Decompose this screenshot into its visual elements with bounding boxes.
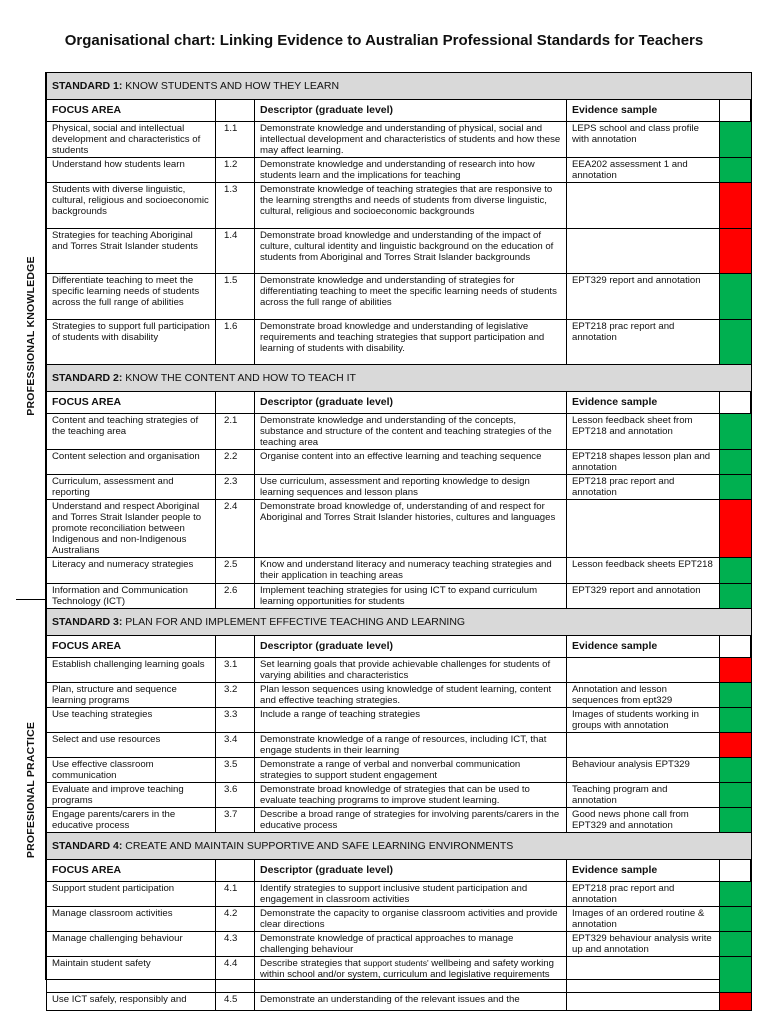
standard-title (47, 365, 752, 392)
descriptor-number: 1.2 (216, 158, 255, 183)
focus-area-cell: Physical, social and intellectual development and characteristics of students (47, 122, 216, 158)
focus-area-cell: Use ICT safely, responsibly and (47, 993, 216, 1011)
table-row (47, 122, 752, 158)
table-row (47, 183, 752, 229)
focus-area-cell: Curriculum, assessment and reporting (47, 475, 216, 500)
descriptor-number: 1.1 (216, 122, 255, 158)
evidence-cell: EPT218 prac report and annotation (567, 475, 720, 500)
standard-name: KNOW THE CONTENT AND HOW TO TEACH IT (122, 371, 356, 384)
descriptor-cell: Describe a broad range of strategies for involving parents/carers in the educative process (255, 808, 567, 833)
status-indicator-green (720, 450, 752, 475)
evidence-cell: Behaviour analysis EPT329 (567, 758, 720, 783)
evidence-cell: LEPS school and class profile with annotation (567, 122, 720, 158)
table-row (47, 450, 752, 475)
table-row (47, 932, 752, 957)
evidence-cell: EPT329 behaviour analysis write up and annotation (567, 932, 720, 957)
evidence-cell (567, 658, 720, 683)
evidence-cell (567, 993, 720, 1011)
status-indicator-red (720, 500, 752, 558)
table-row (47, 907, 752, 932)
descriptor-number: 4.4 (216, 957, 255, 993)
focus-area-cell: Engage parents/carers in the educative process (47, 808, 216, 833)
status-indicator-green (720, 907, 752, 932)
status-indicator-red (720, 229, 752, 274)
evidence-header: Evidence sample (567, 392, 720, 414)
evidence-cell (567, 957, 720, 993)
descriptor-number: 1.5 (216, 274, 255, 320)
focus-area-cell: Maintain student safety (47, 957, 216, 993)
status-header (720, 636, 752, 658)
evidence-cell: Images of students working in groups with annotation (567, 708, 720, 733)
focus-area-header: FOCUS AREA (47, 860, 216, 882)
descriptor-cell: Demonstrate the capacity to organise classroom activities and provide clear directions (255, 907, 567, 932)
descriptor-header: Descriptor (graduate level) (255, 636, 567, 658)
status-header (720, 100, 752, 122)
status-indicator-green (720, 808, 752, 833)
standard-header-row (47, 73, 752, 100)
evidence-cell (567, 183, 720, 229)
evidence-cell: EPT218 shapes lesson plan and annotation (567, 450, 720, 475)
descriptor-cell: Demonstrate an understanding of the relevant issues and the (255, 993, 567, 1011)
status-indicator-green (720, 158, 752, 183)
focus-area-cell: Strategies to support full participation of students with disability (47, 320, 216, 365)
table-row (47, 783, 752, 808)
focus-area-header: FOCUS AREA (47, 636, 216, 658)
descriptor-cell: Demonstrate broad knowledge of strategies that can be used to evaluate teaching programs to improve student learning. (255, 783, 567, 808)
domain-label-knowledge: PROFESSIONAL KNOWLEDGE (24, 256, 37, 416)
table-row (47, 708, 752, 733)
evidence-cell (567, 733, 720, 758)
descriptor-number: 2.4 (216, 500, 255, 558)
standards-table-container (46, 72, 751, 1011)
descriptor-number: 4.3 (216, 932, 255, 957)
evidence-cell: Annotation and lesson sequences from ept329 (567, 683, 720, 708)
table-row (47, 957, 752, 993)
descriptor-number: 3.5 (216, 758, 255, 783)
standard-title (47, 833, 752, 860)
descriptor-number: 2.5 (216, 558, 255, 584)
status-indicator-green (720, 882, 752, 907)
focus-area-cell: Information and Communication Technology (ICT) (47, 584, 216, 609)
descriptor-cell: Demonstrate broad knowledge of, understanding of and respect for Aboriginal and Torres Strait Islander histories, cultures and languages (255, 500, 567, 558)
descriptor-number: 3.2 (216, 683, 255, 708)
column-header-row (47, 392, 752, 414)
focus-area-cell: Understand and respect Aboriginal and Torres Strait Islander people to promote reconciliation between Indigenous and non-Indigenous Australians (47, 500, 216, 558)
evidence-cell: Teaching program and annotation (567, 783, 720, 808)
descriptor-number: 4.2 (216, 907, 255, 932)
focus-area-cell: Manage challenging behaviour (47, 932, 216, 957)
status-indicator-green (720, 584, 752, 609)
standard-name: CREATE AND MAINTAIN SUPPORTIVE AND SAFE LEARNING ENVIRONMENTS (122, 839, 514, 852)
table-row (47, 733, 752, 758)
number-header (216, 100, 255, 122)
table-row (47, 475, 752, 500)
status-header (720, 860, 752, 882)
descriptor-number: 4.1 (216, 882, 255, 907)
status-indicator-red (720, 183, 752, 229)
descriptor-cell: Demonstrate knowledge of practical approaches to manage challenging behaviour (255, 932, 567, 957)
descriptor-cell: Demonstrate knowledge of teaching strategies that are responsive to the learning strengths and needs of students from diverse linguistic, cultural, religious and socioeconomic backgrounds (255, 183, 567, 229)
descriptor-header: Descriptor (graduate level) (255, 860, 567, 882)
column-header-row (47, 860, 752, 882)
descriptor-number: 3.7 (216, 808, 255, 833)
evidence-cell (567, 500, 720, 558)
number-header (216, 392, 255, 414)
evidence-cell: EPT218 prac report and annotation (567, 882, 720, 907)
evidence-cell: EPT329 report and annotation (567, 584, 720, 609)
standard-number: STANDARD 2: (52, 371, 123, 384)
focus-area-cell: Establish challenging learning goals (47, 658, 216, 683)
descriptor-number: 2.1 (216, 414, 255, 450)
descriptor-text-small: support students' (363, 958, 429, 968)
column-header-row (47, 636, 752, 658)
descriptor-number: 2.6 (216, 584, 255, 609)
descriptor-cell: Demonstrate knowledge of a range of resources, including ICT, that engage students in their learning (255, 733, 567, 758)
descriptor-number: 2.2 (216, 450, 255, 475)
table-row (47, 320, 752, 365)
focus-area-cell: Select and use resources (47, 733, 216, 758)
domain-label-practice: PROFESIONAL PRACTICE (24, 721, 37, 859)
descriptor-cell (255, 957, 567, 993)
number-header (216, 860, 255, 882)
descriptor-number: 3.6 (216, 783, 255, 808)
descriptor-cell: Identify strategies to support inclusive student participation and engagement in classroom activities (255, 882, 567, 907)
focus-area-cell: Use effective classroom communication (47, 758, 216, 783)
table-row (47, 808, 752, 833)
evidence-cell (567, 229, 720, 274)
table-row (47, 229, 752, 274)
status-indicator-green (720, 274, 752, 320)
descriptor-cell: Demonstrate broad knowledge and understanding of the impact of culture, cultural identity and linguistic background on the education of students from Aboriginal and Torres Strait Islander backgrounds (255, 229, 567, 274)
evidence-cell: Lesson feedback sheets EPT218 (567, 558, 720, 584)
standard-header-row (47, 833, 752, 860)
table-row (47, 274, 752, 320)
table-row (47, 683, 752, 708)
evidence-cell: EEA202 assessment 1 and annotation (567, 158, 720, 183)
focus-area-cell: Literacy and numeracy strategies (47, 558, 216, 584)
table-row (47, 758, 752, 783)
descriptor-cell: Set learning goals that provide achievable challenges for students of varying abilities and characteristics (255, 658, 567, 683)
focus-area-cell: Plan, structure and sequence learning programs (47, 683, 216, 708)
page-title: Organisational chart: Linking Evidence to Australian Professional Standards for Teachers (64, 32, 704, 49)
status-indicator-green (720, 558, 752, 584)
standards-table (46, 72, 752, 1011)
status-indicator-red (720, 733, 752, 758)
focus-area-cell: Students with diverse linguistic, cultural, religious and socioeconomic backgrounds (47, 183, 216, 229)
table-row (47, 658, 752, 683)
table-row (47, 993, 752, 1011)
descriptor-number: 1.4 (216, 229, 255, 274)
descriptor-text: Describe strategies that (260, 958, 364, 969)
domain-column-knowledge (16, 72, 46, 600)
descriptor-cell: Demonstrate knowledge and understanding of strategies for differentiating teaching to meet the specific learning needs of students across the full range of abilities (255, 274, 567, 320)
table-row (47, 500, 752, 558)
descriptor-cell: Demonstrate knowledge and understanding of research into how students learn and the implications for teaching (255, 158, 567, 183)
descriptor-text: wellbeing and safety working within school and/or system, curriculum and legislative requirements (260, 958, 554, 980)
standard-name: KNOW STUDENTS AND HOW THEY LEARN (122, 79, 340, 92)
evidence-cell: EPT218 prac report and annotation (567, 320, 720, 365)
status-indicator-green (720, 932, 752, 957)
descriptor-cell: Use curriculum, assessment and reporting knowledge to design learning sequences and lesson plans (255, 475, 567, 500)
descriptor-header: Descriptor (graduate level) (255, 100, 567, 122)
evidence-header: Evidence sample (567, 860, 720, 882)
descriptor-cell: Include a range of teaching strategies (255, 708, 567, 733)
status-indicator-green (720, 957, 752, 993)
descriptor-number: 4.5 (216, 993, 255, 1011)
status-indicator-green (720, 475, 752, 500)
focus-area-cell: Content and teaching strategies of the teaching area (47, 414, 216, 450)
focus-area-cell: Evaluate and improve teaching programs (47, 783, 216, 808)
table-row (47, 584, 752, 609)
status-indicator-green (720, 683, 752, 708)
evidence-header: Evidence sample (567, 636, 720, 658)
status-header (720, 392, 752, 414)
column-header-row (47, 100, 752, 122)
focus-area-header: FOCUS AREA (47, 392, 216, 414)
descriptor-number: 3.1 (216, 658, 255, 683)
descriptor-cell: Demonstrate broad knowledge and understanding of legislative requirements and teaching strategies that support participation and learning of students with disability. (255, 320, 567, 365)
table-row (47, 558, 752, 584)
evidence-cell: Lesson feedback sheet from EPT218 and annotation (567, 414, 720, 450)
evidence-cell: Good news phone call from EPT329 and annotation (567, 808, 720, 833)
table-row (47, 882, 752, 907)
evidence-cell: Images of an ordered routine & annotation (567, 907, 720, 932)
status-indicator-green (720, 708, 752, 733)
status-indicator-red (720, 658, 752, 683)
status-indicator-green (720, 122, 752, 158)
standard-title (47, 609, 752, 636)
descriptor-header: Descriptor (graduate level) (255, 392, 567, 414)
standard-header-row (47, 365, 752, 392)
table-row (47, 158, 752, 183)
standard-number: STANDARD 3: (52, 615, 123, 628)
standard-header-row (47, 609, 752, 636)
status-indicator-green (720, 320, 752, 365)
descriptor-number: 3.3 (216, 708, 255, 733)
descriptor-cell: Demonstrate knowledge and understanding of the concepts, substance and structure of the content and teaching strategies of the teaching area (255, 414, 567, 450)
focus-area-cell: Strategies for teaching Aboriginal and Torres Strait Islander students (47, 229, 216, 274)
descriptor-number: 3.4 (216, 733, 255, 758)
standard-number: STANDARD 4: (52, 839, 123, 852)
evidence-cell: EPT329 report and annotation (567, 274, 720, 320)
descriptor-number: 1.6 (216, 320, 255, 365)
focus-area-cell: Support student participation (47, 882, 216, 907)
descriptor-cell: Implement teaching strategies for using ICT to expand curriculum learning opportunities for students (255, 584, 567, 609)
table-row (47, 414, 752, 450)
status-indicator-green (720, 414, 752, 450)
focus-area-header: FOCUS AREA (47, 100, 216, 122)
evidence-header: Evidence sample (567, 100, 720, 122)
standard-title (47, 73, 752, 100)
descriptor-cell: Organise content into an effective learning and teaching sequence (255, 450, 567, 475)
number-header (216, 636, 255, 658)
descriptor-number: 1.3 (216, 183, 255, 229)
descriptor-cell: Plan lesson sequences using knowledge of student learning, content and effective teaching strategies. (255, 683, 567, 708)
descriptor-cell: Demonstrate knowledge and understanding of physical, social and intellectual development and characteristics of students and how these may affect learning. (255, 122, 567, 158)
focus-area-cell: Use teaching strategies (47, 708, 216, 733)
focus-area-cell: Manage classroom activities (47, 907, 216, 932)
status-indicator-red (720, 993, 752, 1011)
focus-area-cell: Understand how students learn (47, 158, 216, 183)
domain-column-practice (16, 599, 46, 980)
focus-area-cell: Content selection and organisation (47, 450, 216, 475)
descriptor-number: 2.3 (216, 475, 255, 500)
focus-area-cell: Differentiate teaching to meet the specific learning needs of students across the full range of abilities (47, 274, 216, 320)
status-indicator-green (720, 758, 752, 783)
standard-number: STANDARD 1: (52, 79, 123, 92)
status-indicator-green (720, 783, 752, 808)
standard-name: PLAN FOR AND IMPLEMENT EFFECTIVE TEACHING AND LEARNING (122, 615, 466, 628)
descriptor-cell: Know and understand literacy and numeracy teaching strategies and their application in teaching areas (255, 558, 567, 584)
descriptor-cell: Demonstrate a range of verbal and nonverbal communication strategies to support student engagement (255, 758, 567, 783)
